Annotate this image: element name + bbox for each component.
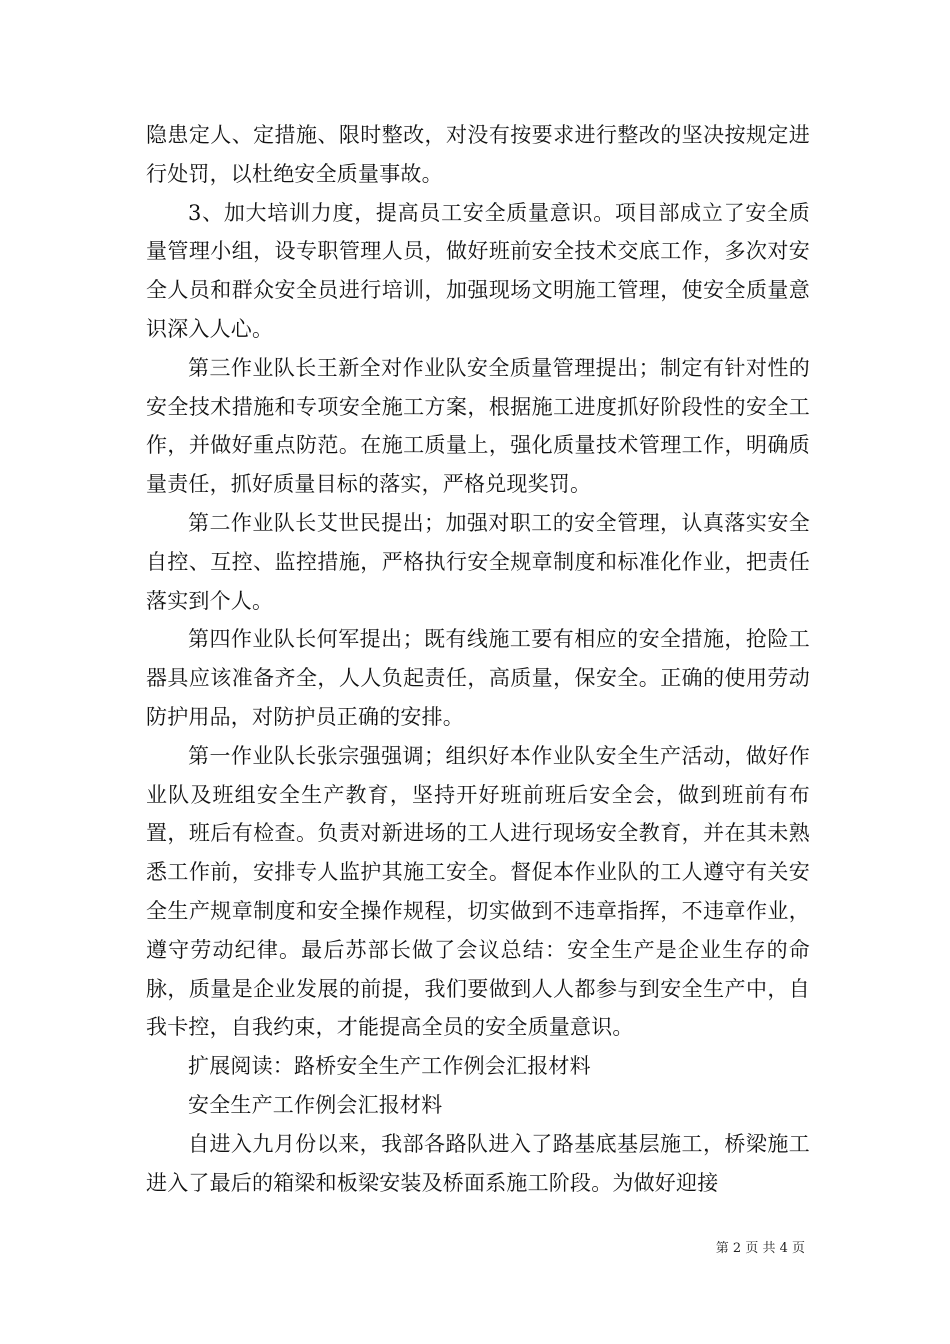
- paragraph-2: 3、加大培训力度，提高员工安全质量意识。项目部成立了安全质量管理小组，设专职管理人员，做好班前安全技术交底工作，多次对安全人员和群众安全员进行培训，加强现场文明施工管理，使安全质量意识深入人心。: [146, 200, 810, 341]
- paragraph-5: 第四作业队长何军提出；既有线施工要有相应的安全措施，抢险工器具应该准备齐全，人人负起责任，高质量，保安全。正确的使用劳动防护用品，对防护员正确的安排。: [146, 627, 810, 729]
- page-footer: [0, 1237, 805, 1256]
- paragraph-8-report-title: 安全生产工作例会汇报材料: [188, 1092, 443, 1117]
- paragraph-1: 隐患定人、定措施、限时整改，对没有按要求进行整改的坚决按规定进行处罚，以杜绝安全质量事故。: [146, 123, 810, 186]
- paragraph-7-extended-reading: 扩展阅读：路桥安全生产工作例会汇报材料: [188, 1054, 591, 1079]
- page-number-label: 第 2 页 共 4 页: [715, 1241, 805, 1256]
- paragraph-9: 自进入九月份以来，我部各路队进入了路基底基层施工，桥梁施工进入了最后的箱梁和板梁安装及桥面系施工阶段。为做好迎接: [146, 1131, 810, 1195]
- paragraph-3: 第三作业队长王新全对作业队安全质量管理提出；制定有针对性的安全技术措施和专项安全施工方案，根据施工进度抓好阶段性的安全工作，并做好重点防范。在施工质量上，强化质量技术管理工作，明确质量责任，抓好质量目标的落实，严格兑现奖罚。: [146, 355, 810, 497]
- paragraph-6: 第一作业队长张宗强强调；组织好本作业队安全生产活动，做好作业队及班组安全生产教育，坚持开好班前班后安全会，做到班前有布置，班后有检查。负责对新进场的工人进行现场安全教育，并在其未熟悉工作前，安排专人监护其施工安全。督促本作业队的工人遵守有关安全生产规章制度和安全操作规程，切实做到不违章指挥，不违章作业，遵守劳动纪律。最后苏部长做了会议总结：安全生产是企业生存的命脉，质量是企业发展的前提，我们要做到人人都参与到安全生产中，自我卡控，自我约束，才能提高全员的安全质量意识。: [146, 743, 810, 1040]
- document-body: [146, 116, 810, 1202]
- paragraph-4: 第二作业队长艾世民提出；加强对职工的安全管理，认真落实安全自控、互控、监控措施，严格执行安全规章制度和标准化作业，把责任落实到个人。: [146, 510, 810, 613]
